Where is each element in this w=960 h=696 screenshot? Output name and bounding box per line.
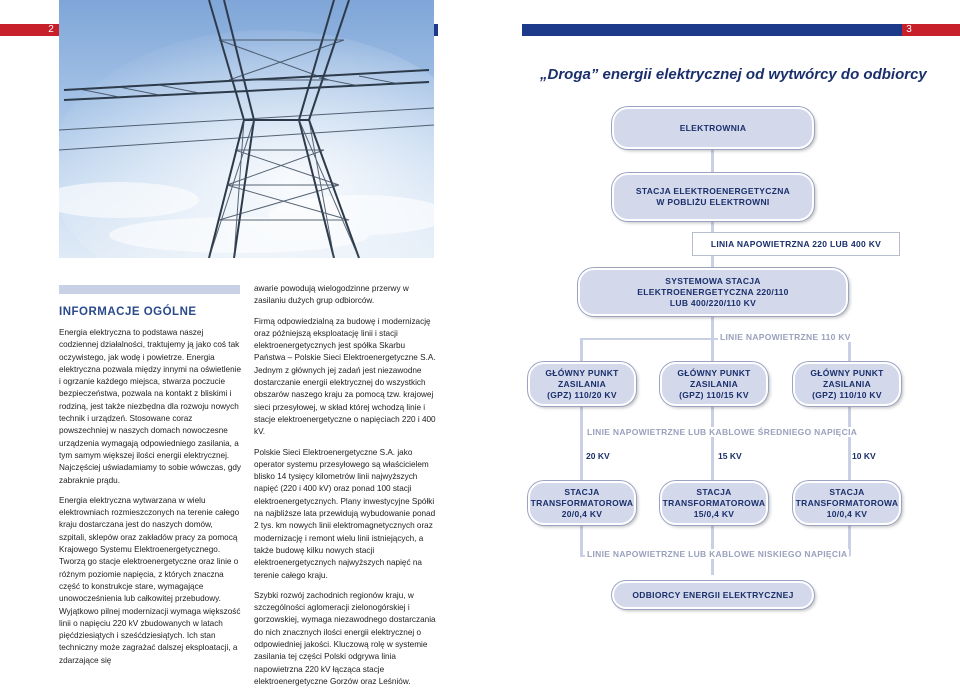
section-title: INFORMACJE OGÓLNE	[59, 306, 197, 318]
box-gpz-1: GŁÓWNY PUNKT ZASILANIA (GPZ) 110/20 KV	[528, 362, 636, 406]
transmission-tower-illustration	[59, 0, 434, 258]
left-paragraph-1: Energia elektryczna to podstawa naszej codziennej działalności, traktujemy ją jako coś tak oczywistego, jak wodę i powietrze. Energia elektryczna pozwala między innymi na oświetlenie i ogrzanie każdego miejsca, stwarza poczucie bezpieczeństwa, pozwala na kontakt z bliskimi i rodziną, jest także niezbędna dla rozwoju nowych technik i urządzeń. Stosowane coraz powszechniej w naszych domach nowoczesne urządzenia wymagają odpowiedniego zasilania, a tym samym większej ilości energii elektrycznej. Najczęściej uświadamiamy to sobie wówczas, gdy zabraknie prądu.	[59, 328, 242, 485]
diagram-title: „Droga” energii elektrycznej od wytwórcy do odbiorcy	[540, 66, 927, 83]
box-trafo-3: STACJA TRANSFORMATOROWA 10/0,4 KV	[793, 481, 901, 525]
box-trafo-2: STACJA TRANSFORMATOROWA 15/0,4 KV	[660, 481, 768, 525]
transmission-tower-photo	[59, 0, 434, 258]
label-linie-110: LINIE NAPOWIETRZNE 110 KV	[720, 332, 851, 342]
middle-paragraph-2: Firmą odpowiedzialną za budowę i modernizację oraz późniejszą eksploatację linii i stacji elektroenergetycznych jest spółka Skarbu Państwa – Polskie Sieci Elektroenergetyczne S.A. Jednym z głównych jej zadań jest niezawodne dostarczanie energii elektrycznej do wszystkich obszarów naszego kraju za pomocą tzw. krajowej sieci przesyłowej, w skład której wchodzą linie i stacje elektroenergetyczne o napięciach 220 i 400 kV.	[254, 316, 436, 437]
box-gpz-2: GŁÓWNY PUNKT ZASILANIA (GPZ) 110/15 KV	[660, 362, 768, 406]
label-linie-niskiego: LINIE NAPOWIETRZNE LUB KABLOWE NISKIEGO NAPIĘCIA	[587, 549, 848, 559]
box-systemowa-stacja: SYSTEMOWA STACJA ELEKTROENERGETYCZNA 220/110 LUB 400/220/110 KV	[578, 268, 848, 316]
middle-text-column	[254, 283, 436, 696]
left-paragraph-2: Energia elektryczna wytwarzana w wielu elektrowniach rozmieszczonych na terenie całego kraju dostarczana jest do naszych domów, szpitali, sklepów oraz zakładów pracy za pomocą Krajowego Systemu Elektroenergetycznego. Tworzą go stacje elektroenergetyczne oraz linie o różnym poziomie napięcia, z których znaczna część to konstrukcje stare, wymagające unowocześnienia lub całkowitej przebudowy. Wyjątkowo pilnej modernizacji wymaga większość linii o napięciu 220 kV zbudowanych w latach pięćdziesiątych i sześćdziesiątych. Ich stan techniczny może zagrażać dalszej eksploatacji, a zdarzające się	[59, 495, 241, 665]
page-number-right: 3	[902, 24, 916, 36]
box-trafo-1: STACJA TRANSFORMATOROWA 20/0,4 KV	[528, 481, 636, 525]
box-odbiorcy: ODBIORCY ENERGII ELEKTRYCZNEJ	[612, 581, 814, 609]
top-bar-right-blue	[522, 24, 902, 36]
voltage-20kv: 20 KV	[586, 451, 610, 461]
voltage-15kv: 15 KV	[718, 451, 742, 461]
top-bar-left-red	[0, 24, 44, 36]
middle-paragraph-3: Polskie Sieci Elektroenergetyczne S.A. jako operator systemu przesyłowego są właścicielem blisko 14 tysięcy kilometrów linii najwyższych napięć (220 i 400 kV) oraz ponad 100 stacji elektroenergetycznych. Plany inwestycyjne Spółki na najbliższe lata przewidują wybudowanie ponad 2 tys. km nowych linii elektromagnetycznych oraz modernizację i remont wielu linii istniejących, a także budowę kilku nowych stacji elektroenergetycznych najwyższych napięć na terenie całego kraju.	[254, 447, 436, 580]
voltage-10kv: 10 KV	[852, 451, 876, 461]
top-bar-right-red	[916, 24, 960, 36]
middle-paragraph-4: Szybki rozwój zachodnich regionów kraju, w szczególności aglomeracji zielonogórskiej i gorzowskiej, wymaga niezawodnego dostarczania do nich znacznych ilości energii elektrycznej o odpowiedniej jakości. Kluczową rolę w systemie zasilania tej części Polski odgrywa linia napowietrzna 220 kV łącząca stacje elektroenergetyczne Gorzów oraz Leśniów.	[254, 590, 436, 686]
box-linia-220-400: LINIA NAPOWIETRZNA 220 LUB 400 KV	[692, 232, 900, 256]
box-stacja-elektroenergetyczna: STACJA ELEKTROENERGETYCZNA W POBLIŻU ELEKTROWNI	[612, 173, 814, 221]
box-elektrownia: ELEKTROWNIA	[612, 107, 814, 149]
middle-paragraph-1: awarie powodują wielogodzinne przerwy w zasilaniu dużych grup odbiorców.	[254, 284, 409, 306]
section-accent-bar	[59, 285, 240, 294]
page-number-left: 2	[44, 24, 58, 36]
label-linie-sredniego: LINIE NAPOWIETRZNE LUB KABLOWE ŚREDNIEGO NAPIĘCIA	[587, 427, 858, 437]
box-gpz-3: GŁÓWNY PUNKT ZASILANIA (GPZ) 110/10 KV	[793, 362, 901, 406]
left-text-column	[59, 327, 242, 675]
